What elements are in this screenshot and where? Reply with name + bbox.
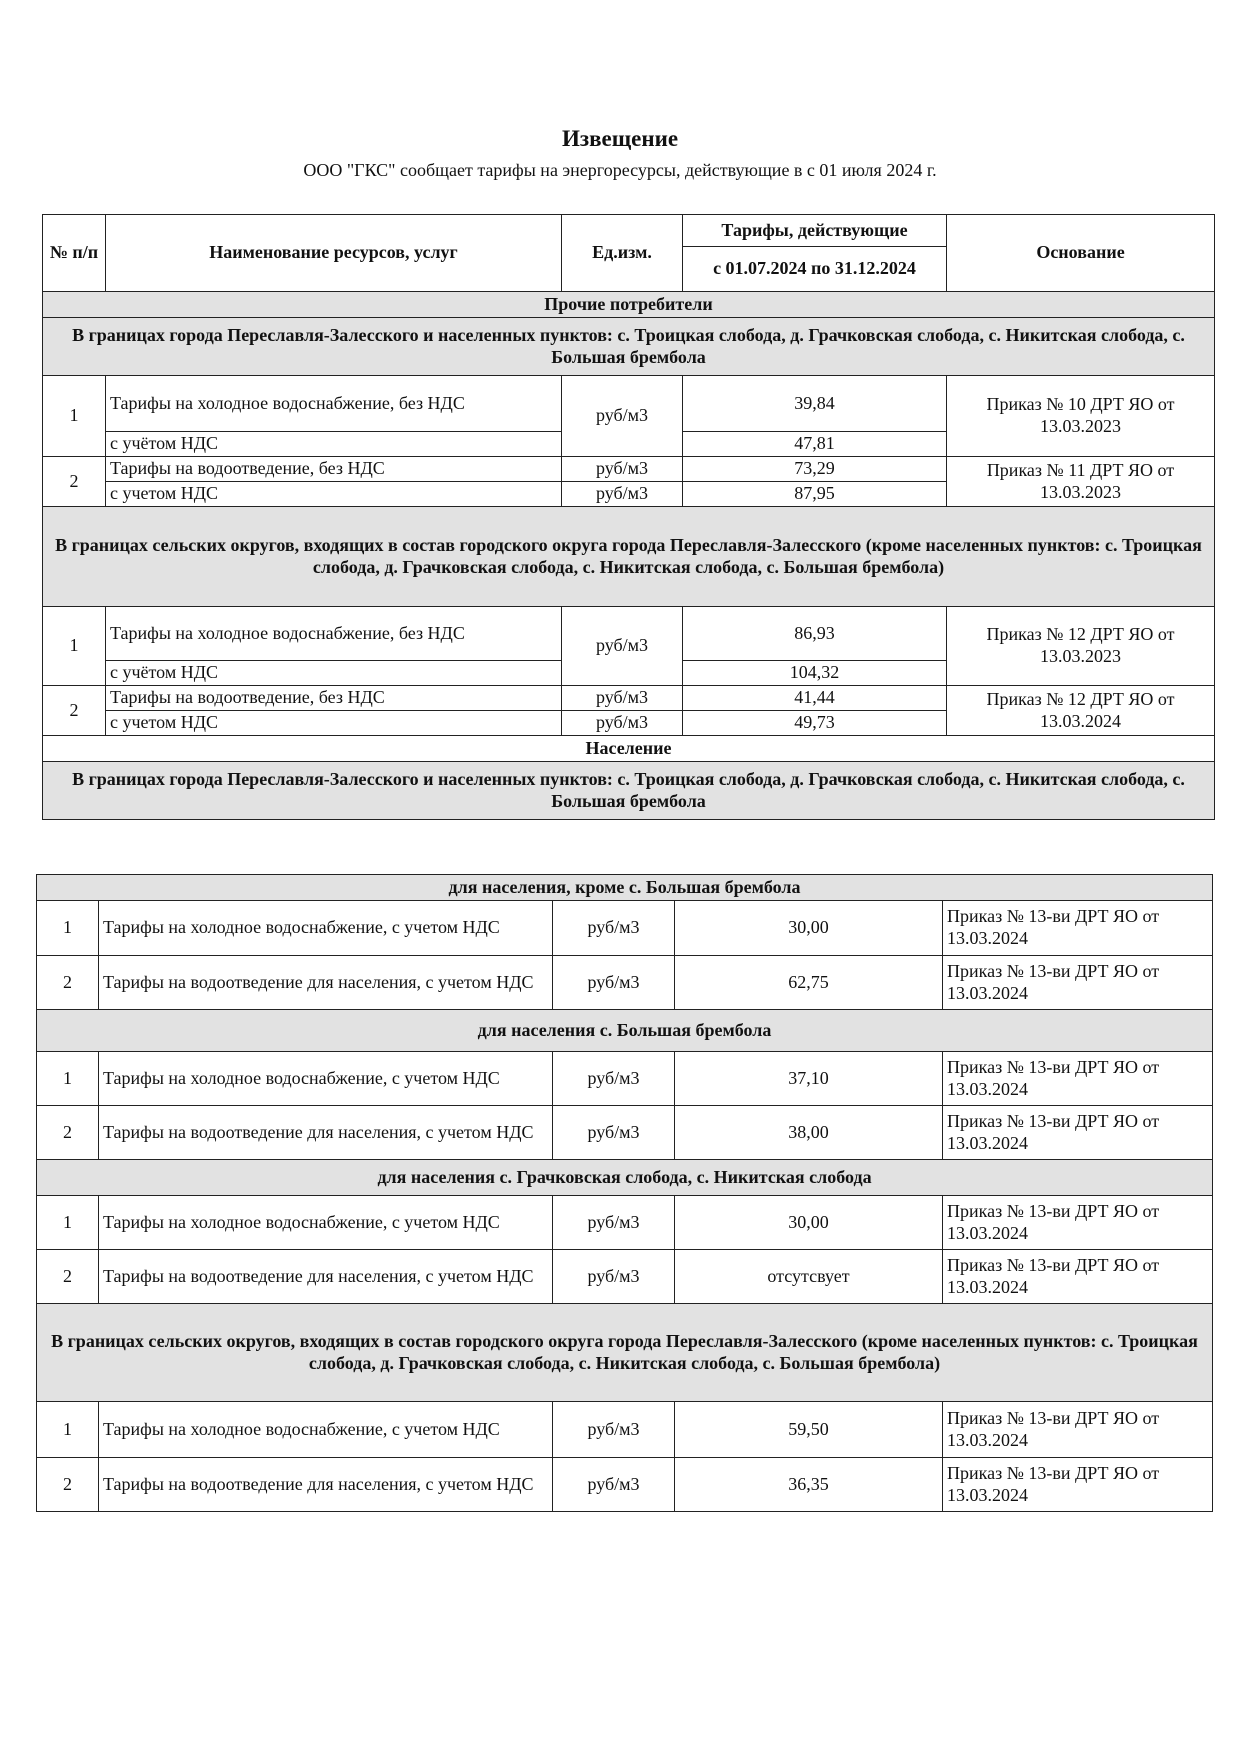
row-name: Тарифы на водоотведение для населения, с учетом НДС <box>99 1106 553 1160</box>
row-basis: Приказ № 13-ви ДРТ ЯО от 13.03.2024 <box>943 956 1213 1010</box>
table-row <box>43 457 1215 482</box>
row-basis: Приказ № 13-ви ДРТ ЯО от 13.03.2024 <box>943 1402 1213 1458</box>
row-value: 87,95 <box>683 482 947 507</box>
row-num: 2 <box>37 1106 99 1160</box>
row-unit: руб/м3 <box>553 1052 675 1106</box>
row-num: 2 <box>43 457 106 507</box>
row-value: 38,00 <box>675 1106 943 1160</box>
document-title: Извещение <box>561 126 679 151</box>
table-row <box>37 1250 1213 1304</box>
row-basis: Приказ № 13-ви ДРТ ЯО от 13.03.2024 <box>943 1250 1213 1304</box>
table-row <box>37 1106 1213 1160</box>
row-unit: руб/м3 <box>553 1106 675 1160</box>
header-name: Наименование ресурсов, услуг <box>106 215 562 292</box>
row-unit: руб/м3 <box>553 1250 675 1304</box>
row-basis: Приказ № 12 ДРТ ЯО от 13.03.2024 <box>947 686 1215 736</box>
document-subtitle: ООО "ГКС" сообщает тарифы на энергоресурсы, действующие в с 01 июля 2024 г. <box>303 160 937 180</box>
row-basis: Приказ № 13-ви ДРТ ЯО от 13.03.2024 <box>943 1106 1213 1160</box>
row-num: 2 <box>37 1458 99 1512</box>
table-row <box>43 686 1215 711</box>
row-name: Тарифы на холодное водоснабжение, с учетом НДС <box>99 901 553 956</box>
row-name: с учётом НДС <box>106 661 562 686</box>
row-num: 1 <box>43 607 106 686</box>
row-num: 2 <box>37 956 99 1010</box>
row-basis: Приказ № 10 ДРТ ЯО от 13.03.2023 <box>947 376 1215 457</box>
header-num: № п/п <box>43 215 106 292</box>
table-row <box>37 901 1213 956</box>
row-value: 30,00 <box>675 1196 943 1250</box>
row-num: 1 <box>37 1402 99 1458</box>
row-name: Тарифы на водоотведение для населения, с учетом НДС <box>99 956 553 1010</box>
table-row <box>37 1196 1213 1250</box>
table-row <box>37 1458 1213 1512</box>
row-basis: Приказ № 11 ДРТ ЯО от 13.03.2023 <box>947 457 1215 507</box>
table-row <box>43 607 1215 661</box>
header-basis: Основание <box>947 215 1215 292</box>
row-unit: руб/м3 <box>562 686 683 711</box>
row-unit: руб/м3 <box>553 1402 675 1458</box>
row-unit: руб/м3 <box>553 956 675 1010</box>
row-name: с учетом НДС <box>106 482 562 507</box>
row-name: Тарифы на холодное водоснабжение, без НДС <box>106 376 562 432</box>
row-name: Тарифы на водоотведение, без НДС <box>106 686 562 711</box>
row-name: Тарифы на водоотведение для населения, с учетом НДС <box>99 1458 553 1512</box>
row-unit: руб/м3 <box>553 901 675 956</box>
row-num: 1 <box>37 901 99 956</box>
row-value: отсутсвует <box>675 1250 943 1304</box>
row-name: Тарифы на холодное водоснабжение, без НДС <box>106 607 562 661</box>
section-subtitle: В границах сельских округов, входящих в состав городского округа города Переславля-Залесского (кроме населенных пунктов: с. Троицкая слобода, д. Грачковская слобода, с. Никитская слобода, с. Большая брембола) <box>43 507 1215 607</box>
row-unit: руб/м3 <box>562 607 683 686</box>
row-value: 47,81 <box>683 432 947 457</box>
table-row <box>37 1052 1213 1106</box>
tariff-table <box>42 214 1215 820</box>
group-title: для населения с. Большая брембола <box>37 1010 1213 1052</box>
group-title: для населения, кроме с. Большая брембола <box>37 875 1213 901</box>
row-value: 30,00 <box>675 901 943 956</box>
row-value: 36,35 <box>675 1458 943 1512</box>
row-value: 41,44 <box>683 686 947 711</box>
section-subtitle: В границах сельских округов, входящих в состав городского округа города Переславля-Залесского (кроме населенных пунктов: с. Троицкая слобода, д. Грачковская слобода, с. Никитская слобода, с. Большая брембола) <box>37 1304 1213 1402</box>
row-unit: руб/м3 <box>553 1196 675 1250</box>
section-title: Население <box>43 736 1215 762</box>
header-period: с 01.07.2024 по 31.12.2024 <box>683 247 947 292</box>
header-unit: Ед.изм. <box>562 215 683 292</box>
row-name: Тарифы на холодное водоснабжение, с учетом НДС <box>99 1196 553 1250</box>
row-value: 86,93 <box>683 607 947 661</box>
table-row <box>43 376 1215 432</box>
row-unit: руб/м3 <box>562 376 683 457</box>
row-basis: Приказ № 13-ви ДРТ ЯО от 13.03.2024 <box>943 1052 1213 1106</box>
row-unit: руб/м3 <box>562 711 683 736</box>
row-basis: Приказ № 13-ви ДРТ ЯО от 13.03.2024 <box>943 1458 1213 1512</box>
row-name: с учётом НДС <box>106 432 562 457</box>
row-unit: руб/м3 <box>562 482 683 507</box>
group-title: для населения с. Грачковская слобода, с. Никитская слобода <box>37 1160 1213 1196</box>
row-value: 104,32 <box>683 661 947 686</box>
row-unit: руб/м3 <box>553 1458 675 1512</box>
row-num: 1 <box>43 376 106 457</box>
row-value: 59,50 <box>675 1402 943 1458</box>
row-value: 37,10 <box>675 1052 943 1106</box>
row-basis: Приказ № 13-ви ДРТ ЯО от 13.03.2024 <box>943 1196 1213 1250</box>
section-title: Прочие потребители <box>43 292 1215 318</box>
row-name: с учетом НДС <box>106 711 562 736</box>
row-num: 2 <box>43 686 106 736</box>
population-table <box>36 874 1213 1512</box>
row-value: 39,84 <box>683 376 947 432</box>
table-row <box>37 1402 1213 1458</box>
row-value: 62,75 <box>675 956 943 1010</box>
row-num: 1 <box>37 1052 99 1106</box>
row-num: 1 <box>37 1196 99 1250</box>
row-name: Тарифы на водоотведение, без НДС <box>106 457 562 482</box>
row-value: 73,29 <box>683 457 947 482</box>
row-unit: руб/м3 <box>562 457 683 482</box>
section-subtitle: В границах города Переславля-Залесского и населенных пунктов: с. Троицкая слобода, д. Грачковская слобода, с. Никитская слобода, с. Большая брембола <box>43 762 1215 820</box>
row-name: Тарифы на холодное водоснабжение, с учетом НДС <box>99 1402 553 1458</box>
section-subtitle: В границах города Переславля-Залесского и населенных пунктов: с. Троицкая слобода, д. Грачковская слобода, с. Никитская слобода, с. Большая брембола <box>43 318 1215 376</box>
table-header-row <box>43 215 1215 247</box>
table-row <box>37 956 1213 1010</box>
row-basis: Приказ № 12 ДРТ ЯО от 13.03.2023 <box>947 607 1215 686</box>
row-value: 49,73 <box>683 711 947 736</box>
row-name: Тарифы на водоотведение для населения, с учетом НДС <box>99 1250 553 1304</box>
header-tariffs: Тарифы, действующие <box>683 215 947 247</box>
row-num: 2 <box>37 1250 99 1304</box>
row-name: Тарифы на холодное водоснабжение, с учетом НДС <box>99 1052 553 1106</box>
row-basis: Приказ № 13-ви ДРТ ЯО от 13.03.2024 <box>943 901 1213 956</box>
